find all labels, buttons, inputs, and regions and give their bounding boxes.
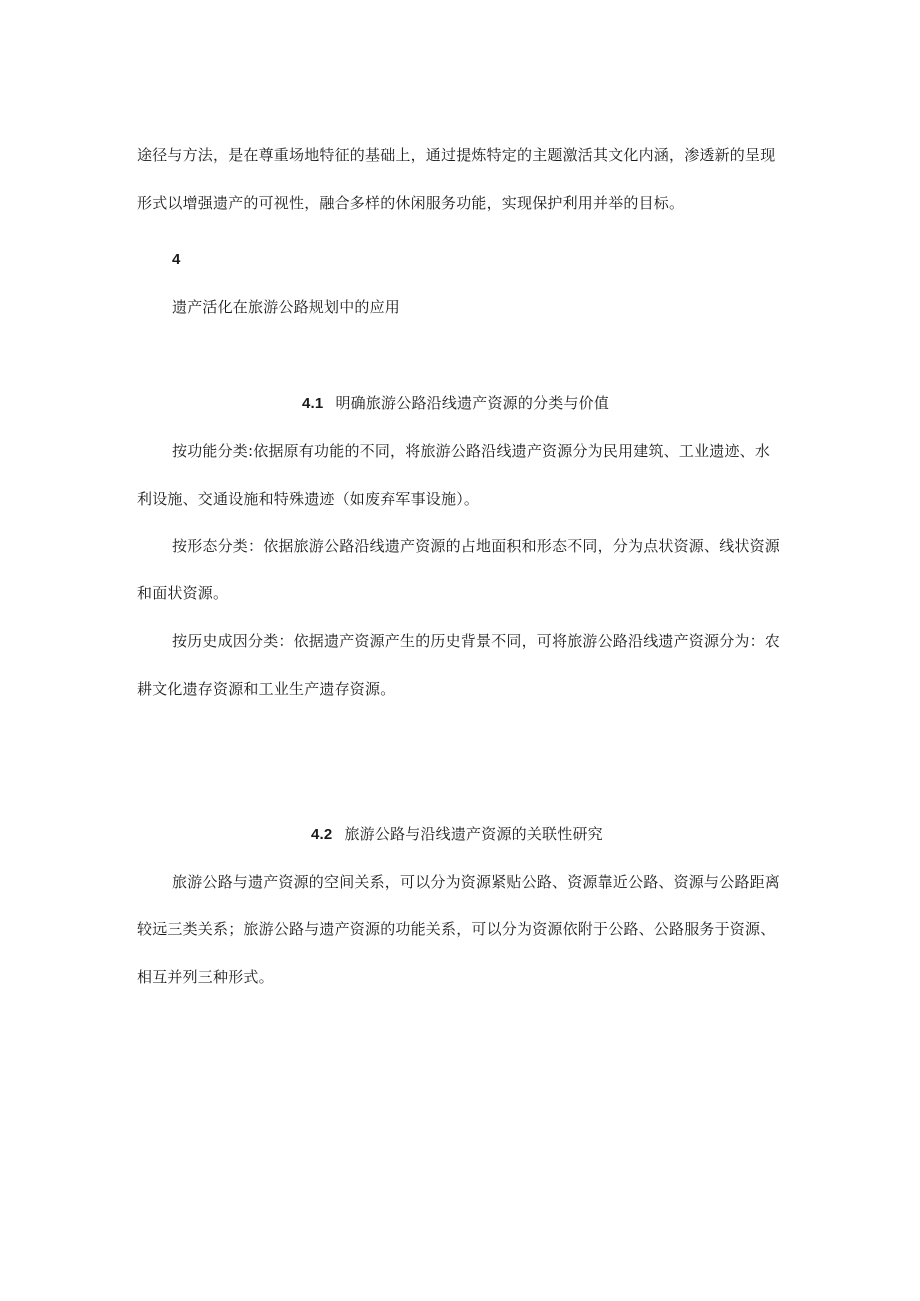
section-4-1-p2-line-1: 按形态分类：依据旅游公路沿线遗产资源的占地面积和形态不同，分为点状资源、线状资源 [172,537,781,555]
section-4-2-number: 4.2 [311,826,333,843]
section-4-1-number: 4.1 [302,395,324,412]
section-4-1-p3-line-2: 耕文化遗存资源和工业生产遗存资源。 [137,680,396,698]
section-4-1-p3-line-1: 按历史成因分类：依据遗产资源产生的历史背景不同，可将旅游公路沿线遗产资源分为：农 [172,632,781,650]
section-4-2-p1-line-2: 较远三类关系；旅游公路与遗产资源的功能关系，可以分为资源依附于公路、公路服务于资源、 [137,920,776,938]
section-4-2-p1-line-3: 相互并列三种形式。 [137,968,274,986]
intro-line-1: 途径与方法，是在尊重场地特征的基础上，通过提炼特定的主题激活其文化内涵，渗透新的呈现 [137,146,776,164]
section-4-2-title: 旅游公路与沿线遗产资源的关联性研究 [344,825,603,843]
section-4-title: 遗产活化在旅游公路规划中的应用 [172,298,401,316]
section-4-1-title: 明确旅游公路沿线遗产资源的分类与价值 [335,394,610,412]
section-4-2-heading [311,824,603,845]
section-4-1-p2-line-2: 和面状资源。 [137,584,229,602]
intro-line-2: 形式以增强遗产的可视性，融合多样的休闲服务功能，实现保护利用并举的目标。 [137,194,685,212]
section-4-2-p1-line-1: 旅游公路与遗产资源的空间关系，可以分为资源紧贴公路、资源靠近公路、资源与公路距离 [172,873,781,891]
section-4-1-heading [302,393,609,414]
section-4-1-p1-line-2: 利设施、交通设施和特殊遗迹（如废弃军事设施）。 [137,490,480,508]
section-4-1-p1-line-1: 按功能分类:依据原有功能的不同，将旅游公路沿线遗产资源分为民用建筑、工业遗迹、水 [172,442,771,460]
section-4-number: 4 [172,251,181,268]
